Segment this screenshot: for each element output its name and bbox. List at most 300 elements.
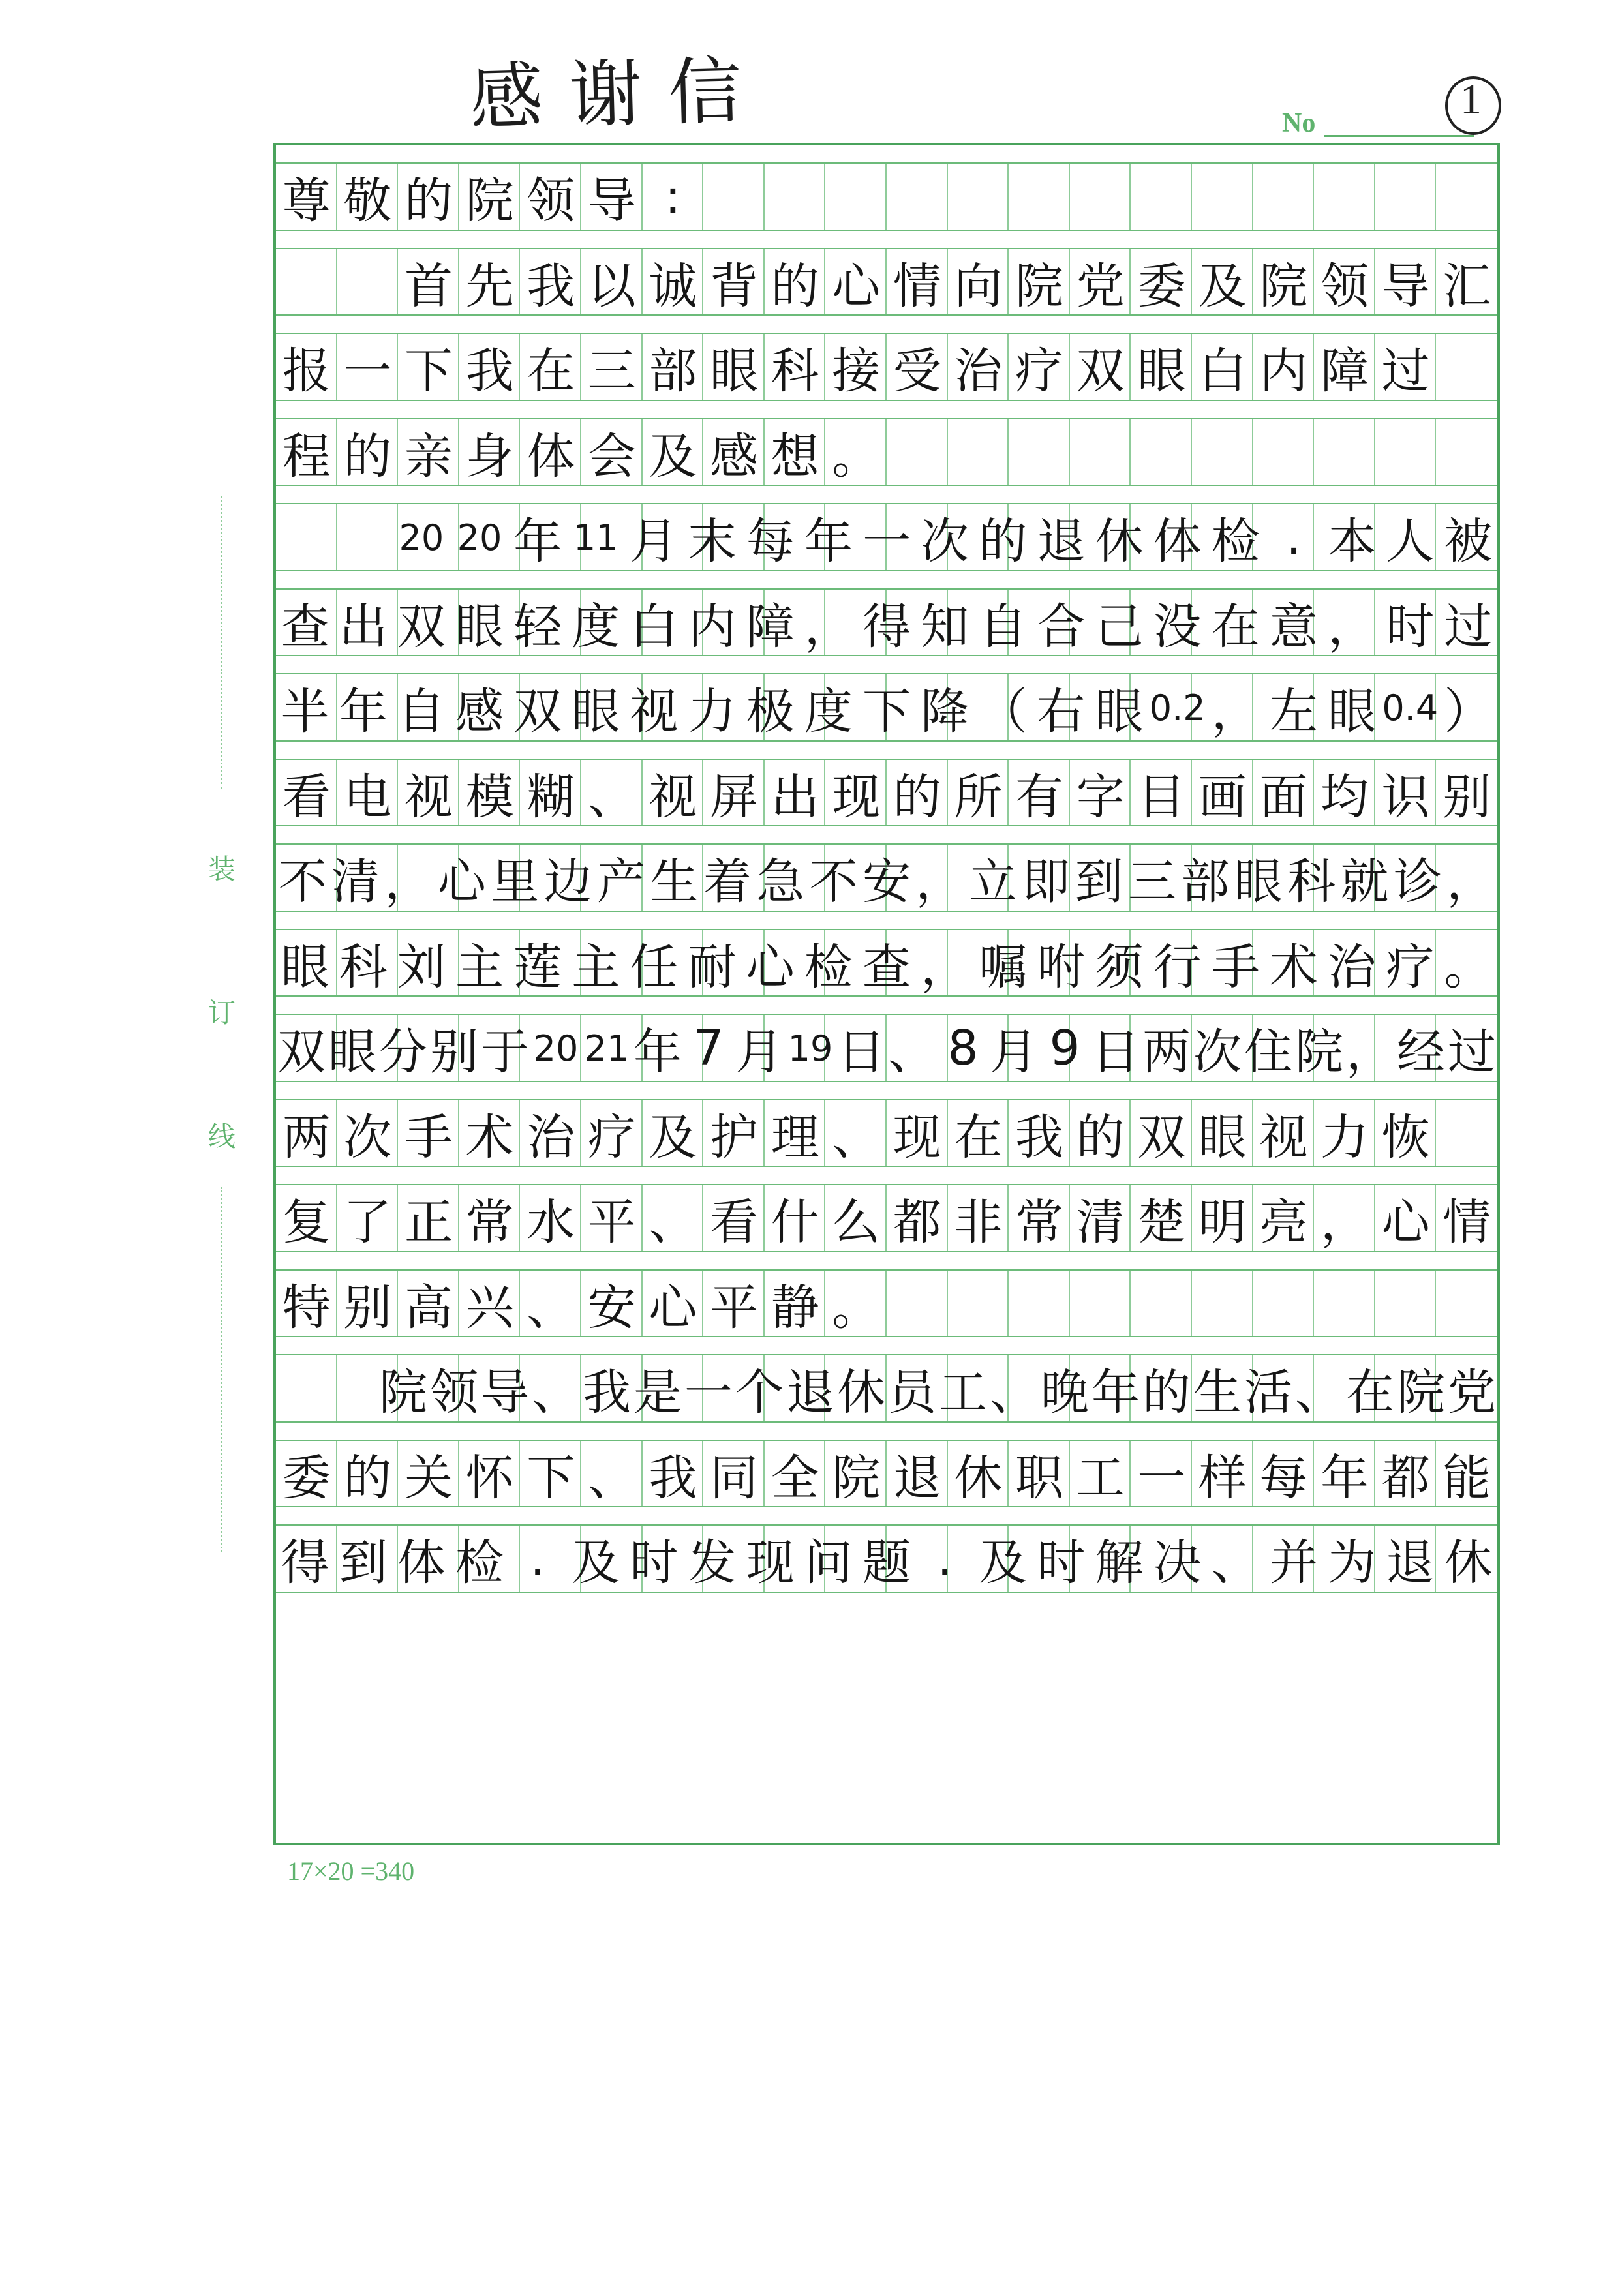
handwritten-char: 解 bbox=[1095, 1535, 1144, 1591]
handwritten-char: 诚 bbox=[649, 258, 697, 314]
handwritten-char: 活 bbox=[1244, 1365, 1292, 1421]
handwritten-char: 一 bbox=[343, 343, 392, 399]
handwritten-char: 力 bbox=[1320, 1109, 1369, 1166]
manuscript-row bbox=[276, 1167, 1497, 1252]
handwritten-char: 检 bbox=[804, 939, 853, 995]
handwritten-char: 眼 bbox=[1198, 1109, 1247, 1166]
handwritten-char: 并 bbox=[1269, 1535, 1318, 1591]
handwritten-char: 经 bbox=[1397, 1024, 1445, 1080]
handwritten-char: 次 bbox=[1193, 1024, 1242, 1080]
handwritten-char: 汇 bbox=[1442, 258, 1491, 314]
handwritten-char: 分 bbox=[379, 1024, 427, 1080]
handwritten-char: 样 bbox=[1198, 1449, 1247, 1506]
handwritten-char: 双 bbox=[397, 598, 446, 655]
handwritten-char: 查 bbox=[862, 939, 911, 995]
handwritten-char: 眼 bbox=[1095, 684, 1144, 740]
handwritten-char: 内 bbox=[688, 598, 737, 655]
handwritten-char: 自 bbox=[979, 598, 1028, 655]
handwritten-char: 身 bbox=[465, 428, 514, 485]
handwritten-char: 视 bbox=[630, 684, 679, 740]
handwritten-char: 知 bbox=[921, 598, 969, 655]
handwritten-char: 诊 bbox=[1393, 854, 1442, 910]
manuscript-row bbox=[276, 656, 1497, 742]
handwritten-char: 静 bbox=[771, 1279, 819, 1336]
handwritten-char: 别 bbox=[1442, 768, 1491, 825]
handwritten-char: 年 bbox=[1091, 1365, 1140, 1421]
handwritten-char: 兴 bbox=[465, 1279, 514, 1336]
handwritten-char: 为 bbox=[1328, 1535, 1377, 1591]
handwritten-char: 发 bbox=[688, 1535, 737, 1591]
handwritten-char: 得 bbox=[281, 1535, 329, 1591]
handwritten-char: 立 bbox=[968, 854, 1017, 910]
handwritten-char: ， bbox=[1346, 1024, 1394, 1080]
handwritten-char: 轻 bbox=[513, 598, 562, 655]
handwritten-char: 面 bbox=[1259, 768, 1308, 825]
handwritten-char: 度 bbox=[804, 684, 853, 740]
handwritten-char: 咐 bbox=[1037, 939, 1086, 995]
handwritten-char: 须 bbox=[1095, 939, 1144, 995]
handwritten-char: 自 bbox=[397, 684, 446, 740]
handwritten-char: 的 bbox=[343, 1449, 392, 1506]
handwritten-char: 想 bbox=[771, 428, 819, 485]
handwritten-char: 手 bbox=[1211, 939, 1260, 995]
handwritten-char: 我 bbox=[465, 343, 514, 399]
handwritten-char: 过 bbox=[1448, 1024, 1496, 1080]
handwritten-char: 目 bbox=[1137, 768, 1186, 825]
handwritten-char: 年 bbox=[633, 1024, 682, 1080]
handwritten-char: 体 bbox=[397, 1535, 446, 1591]
handwritten-char: 楚 bbox=[1137, 1194, 1186, 1250]
handwritten-char: 怀 bbox=[465, 1449, 514, 1506]
handwritten-char: ， bbox=[915, 854, 964, 910]
handwritten-char: 在 bbox=[1211, 598, 1260, 655]
handwritten-char: 决 bbox=[1153, 1535, 1202, 1591]
row-text bbox=[276, 1524, 1497, 1593]
handwritten-char: 院 bbox=[1015, 258, 1063, 314]
handwritten-char: 下 bbox=[404, 343, 453, 399]
binding-label-1: 装 bbox=[207, 853, 236, 885]
handwritten-char: 别 bbox=[343, 1279, 392, 1336]
handwritten-char: 心 bbox=[649, 1279, 697, 1336]
handwritten-char: ， bbox=[804, 598, 853, 655]
handwritten-char: 心 bbox=[832, 258, 881, 314]
handwritten-char: 双 bbox=[513, 684, 562, 740]
handwritten-char: 过 bbox=[1381, 343, 1430, 399]
handwritten-char: 先 bbox=[465, 258, 514, 314]
handwritten-char: 安 bbox=[862, 854, 911, 910]
handwritten-char: 力 bbox=[688, 684, 737, 740]
handwritten-char: 下 bbox=[527, 1449, 575, 1506]
handwritten-char: 次 bbox=[921, 513, 969, 569]
handwritten-char: 眼 bbox=[281, 939, 329, 995]
handwritten-char: 休 bbox=[1444, 1535, 1493, 1591]
handwritten-char: 术 bbox=[1269, 939, 1318, 995]
handwritten-char: 院 bbox=[465, 173, 514, 229]
handwritten-char: 月 bbox=[735, 1024, 784, 1080]
handwritten-char: 下 bbox=[862, 684, 911, 740]
handwritten-char: 接 bbox=[832, 343, 881, 399]
handwritten-char: 及 bbox=[979, 1535, 1028, 1591]
handwritten-char: 的 bbox=[343, 428, 392, 485]
handwritten-char: 三 bbox=[1127, 854, 1176, 910]
manuscript-row bbox=[276, 1082, 1497, 1168]
handwritten-char: 退 bbox=[1386, 1535, 1435, 1591]
handwritten-char: 晚 bbox=[1041, 1365, 1089, 1421]
handwritten-char: 导 bbox=[481, 1365, 529, 1421]
manuscript-row bbox=[276, 1423, 1497, 1508]
handwritten-char: 生 bbox=[1193, 1365, 1242, 1421]
handwritten-char: 一 bbox=[862, 513, 911, 569]
manuscript-row bbox=[276, 912, 1497, 997]
handwritten-char: 0.2 bbox=[1149, 687, 1206, 729]
handwritten-char: 白 bbox=[630, 598, 679, 655]
row-text bbox=[276, 248, 1497, 316]
handwritten-char: 领 bbox=[1320, 258, 1369, 314]
handwritten-char: 院 bbox=[1397, 1365, 1445, 1421]
handwritten-char: 检 bbox=[1211, 513, 1260, 569]
handwritten-char: 及 bbox=[1198, 258, 1247, 314]
handwritten-char: 一 bbox=[1137, 1449, 1186, 1506]
handwritten-char: 科 bbox=[771, 343, 819, 399]
handwritten-char: 所 bbox=[954, 768, 1003, 825]
handwritten-char: 院 bbox=[379, 1365, 427, 1421]
handwritten-char: 明 bbox=[1198, 1194, 1247, 1250]
handwritten-char: 过 bbox=[1444, 598, 1493, 655]
handwritten-char: 员 bbox=[888, 1365, 936, 1421]
handwritten-char: 两 bbox=[1142, 1024, 1191, 1080]
manuscript-rows bbox=[276, 145, 1497, 1593]
handwritten-char: 科 bbox=[339, 939, 388, 995]
handwritten-char: 委 bbox=[1137, 258, 1186, 314]
handwritten-char: 9 bbox=[1049, 1020, 1080, 1076]
handwritten-char: : bbox=[664, 169, 681, 225]
handwritten-char: 、 bbox=[990, 1365, 1038, 1421]
handwritten-char: 及 bbox=[572, 1535, 620, 1591]
handwritten-char bbox=[334, 503, 392, 572]
handwritten-char: 院 bbox=[832, 1449, 881, 1506]
handwritten-char: 被 bbox=[1444, 513, 1493, 569]
manuscript-row bbox=[276, 145, 1497, 231]
row-text bbox=[276, 333, 1497, 401]
handwritten-char: 出 bbox=[771, 768, 819, 825]
row-text bbox=[276, 503, 1497, 571]
handwritten-char: 时 bbox=[1037, 1535, 1086, 1591]
handwritten-char: 没 bbox=[1153, 598, 1202, 655]
handwritten-char: 心 bbox=[1381, 1194, 1430, 1250]
handwritten-char: 任 bbox=[630, 939, 679, 995]
handwritten-char: 么 bbox=[832, 1194, 881, 1250]
row-text bbox=[276, 418, 1497, 487]
handwritten-char: 度 bbox=[572, 598, 620, 655]
handwritten-char: 职 bbox=[1015, 1449, 1063, 1506]
handwritten-char: 21 bbox=[584, 1027, 630, 1069]
row-text bbox=[276, 1269, 1497, 1338]
handwritten-char: 我 bbox=[1015, 1109, 1063, 1166]
row-text bbox=[276, 1354, 1497, 1423]
handwritten-char: 刘 bbox=[397, 939, 446, 995]
handwritten-char: 急 bbox=[756, 854, 805, 910]
handwritten-char: 都 bbox=[1381, 1449, 1430, 1506]
handwritten-char: . bbox=[1286, 509, 1302, 566]
handwritten-char: 产 bbox=[597, 854, 646, 910]
handwritten-char: 部 bbox=[649, 343, 697, 399]
handwritten-char: 治 bbox=[1328, 939, 1377, 995]
handwritten-char: 党 bbox=[1076, 258, 1125, 314]
handwritten-char: 导 bbox=[1381, 258, 1430, 314]
handwritten-char: 恢 bbox=[1381, 1109, 1430, 1166]
handwritten-char: 、 bbox=[587, 768, 636, 825]
handwritten-char: 在 bbox=[1346, 1365, 1394, 1421]
grid-capacity-note: 17×20 =340 bbox=[287, 1856, 415, 1886]
handwritten-char: 眼 bbox=[1137, 343, 1186, 399]
handwritten-char: ， bbox=[921, 939, 969, 995]
handwritten-char: 年 bbox=[1320, 1449, 1369, 1506]
handwritten-char: 白 bbox=[1198, 343, 1247, 399]
handwritten-char: 手 bbox=[404, 1109, 453, 1166]
handwritten-char: 尊 bbox=[282, 173, 331, 229]
handwritten-char: 得 bbox=[862, 598, 911, 655]
handwritten-char: 糊 bbox=[527, 768, 575, 825]
handwritten-char: 特 bbox=[282, 1279, 331, 1336]
handwritten-char: 、 bbox=[1211, 1535, 1260, 1591]
handwritten-char: 的 bbox=[1076, 1109, 1125, 1166]
row-text bbox=[276, 929, 1497, 997]
handwritten-char: （ bbox=[979, 684, 1028, 740]
handwritten-char: 有 bbox=[1015, 768, 1063, 825]
handwritten-char: 着 bbox=[703, 854, 752, 910]
handwritten-char: 情 bbox=[1442, 1194, 1491, 1250]
row-text bbox=[276, 1184, 1497, 1252]
handwritten-char: 亮 bbox=[1259, 1194, 1308, 1250]
handwritten-char: 意 bbox=[1269, 598, 1318, 655]
handwritten-char: 、 bbox=[1295, 1365, 1343, 1421]
handwritten-char: 、 bbox=[527, 1279, 575, 1336]
handwritten-char: 不 bbox=[278, 854, 327, 910]
handwritten-char: 月 bbox=[990, 1024, 1038, 1080]
handwritten-char: 模 bbox=[465, 768, 514, 825]
handwritten-char: 清 bbox=[1076, 1194, 1125, 1250]
handwritten-char: 休 bbox=[837, 1365, 885, 1421]
handwritten-char: 本 bbox=[1328, 513, 1377, 569]
handwritten-char: 就 bbox=[1340, 854, 1389, 910]
row-text bbox=[276, 759, 1497, 827]
handwritten-char: 查 bbox=[281, 598, 329, 655]
handwritten-char: 休 bbox=[1095, 513, 1144, 569]
handwritten-char: 眼 bbox=[1328, 684, 1377, 740]
handwritten-char: 首 bbox=[404, 258, 453, 314]
handwritten-char: 眼 bbox=[1234, 854, 1283, 910]
handwritten-char: 合 bbox=[1037, 598, 1086, 655]
handwritten-char: 11 bbox=[573, 517, 618, 558]
handwritten-char: 常 bbox=[465, 1194, 514, 1250]
handwritten-char bbox=[276, 503, 334, 572]
handwritten-char: 心 bbox=[437, 854, 486, 910]
handwritten-char: 。 bbox=[1444, 939, 1493, 995]
handwritten-char: 识 bbox=[1381, 768, 1430, 825]
handwritten-char: 了 bbox=[343, 1194, 392, 1250]
handwritten-char: 工 bbox=[1076, 1449, 1125, 1506]
handwritten-char: . bbox=[937, 1531, 953, 1587]
handwritten-char: 一 bbox=[684, 1365, 733, 1421]
manuscript-row bbox=[276, 1337, 1497, 1423]
handwritten-char: 术 bbox=[465, 1109, 514, 1166]
handwritten-char: 退 bbox=[1037, 513, 1086, 569]
handwritten-char: 以 bbox=[587, 258, 636, 314]
handwritten-char: 正 bbox=[404, 1194, 453, 1250]
handwritten-char: 时 bbox=[1386, 598, 1435, 655]
handwritten-char: 、 bbox=[832, 1109, 881, 1166]
handwritten-char: 次 bbox=[343, 1109, 392, 1166]
handwritten-char: 领 bbox=[527, 173, 575, 229]
manuscript-row bbox=[276, 316, 1497, 401]
handwritten-char: 向 bbox=[954, 258, 1003, 314]
handwritten-char: 内 bbox=[1259, 343, 1308, 399]
handwritten-char: 治 bbox=[527, 1109, 575, 1166]
handwritten-char: 平 bbox=[587, 1194, 636, 1250]
handwritten-char: ， bbox=[1446, 854, 1495, 910]
binding-label-3: 线 bbox=[207, 1121, 236, 1153]
handwritten-char: 体 bbox=[527, 428, 575, 485]
handwritten-char: 理 bbox=[771, 1109, 819, 1166]
row-text bbox=[276, 843, 1497, 912]
handwritten-char: 出 bbox=[339, 598, 388, 655]
handwritten-char: 嘱 bbox=[979, 939, 1028, 995]
handwritten-char: 非 bbox=[954, 1194, 1003, 1250]
handwritten-char: 视 bbox=[1259, 1109, 1308, 1166]
handwritten-char: 治 bbox=[954, 343, 1003, 399]
handwritten-char: . bbox=[530, 1531, 545, 1587]
handwritten-char: 感 bbox=[455, 684, 504, 740]
handwritten-char: 三 bbox=[587, 343, 636, 399]
handwritten-char: 检 bbox=[455, 1535, 504, 1591]
handwritten-char: 及 bbox=[649, 428, 697, 485]
handwritten-char: 电 bbox=[343, 768, 392, 825]
handwritten-char: 、 bbox=[587, 1449, 636, 1506]
handwritten-char: 我 bbox=[583, 1365, 631, 1421]
handwritten-char: 耐 bbox=[688, 939, 737, 995]
handwritten-char: 情 bbox=[893, 258, 941, 314]
manuscript-row bbox=[276, 1252, 1497, 1338]
handwritten-char: 程 bbox=[282, 428, 331, 485]
handwritten-char: 0.4 bbox=[1382, 687, 1439, 729]
handwritten-char: 画 bbox=[1198, 768, 1247, 825]
handwritten-char: 护 bbox=[709, 1109, 758, 1166]
handwritten-char: 年 bbox=[804, 513, 853, 569]
handwritten-char: 眼 bbox=[328, 1024, 376, 1080]
handwritten-char: 疗 bbox=[587, 1109, 636, 1166]
handwritten-char: 高 bbox=[404, 1279, 453, 1336]
handwritten-char: 右 bbox=[1037, 684, 1086, 740]
handwritten-char: ， bbox=[1211, 684, 1260, 740]
handwritten-char: 院 bbox=[1259, 258, 1308, 314]
handwritten-char bbox=[276, 1354, 327, 1423]
handwritten-char: 敬 bbox=[343, 173, 392, 229]
handwritten-char: 水 bbox=[527, 1194, 575, 1250]
handwritten-char: 及 bbox=[649, 1109, 697, 1166]
row-text bbox=[276, 162, 1497, 231]
handwritten-char bbox=[327, 1354, 378, 1423]
handwritten-char: 导 bbox=[587, 173, 636, 229]
handwritten-char: 会 bbox=[587, 428, 636, 485]
handwritten-char: 关 bbox=[404, 1449, 453, 1506]
handwritten-char: 同 bbox=[709, 1449, 758, 1506]
handwritten-char: 半 bbox=[281, 684, 329, 740]
binding-dotted-line-top bbox=[221, 496, 222, 789]
handwritten-char: 都 bbox=[893, 1194, 941, 1250]
handwritten-char: 视 bbox=[404, 768, 453, 825]
manuscript-row bbox=[276, 486, 1497, 571]
handwritten-char: ） bbox=[1444, 684, 1493, 740]
handwritten-char: 常 bbox=[1015, 1194, 1063, 1250]
handwritten-char: 8 bbox=[947, 1020, 979, 1076]
handwritten-char: 障 bbox=[1320, 343, 1369, 399]
handwritten-char: 月 bbox=[630, 513, 679, 569]
handwritten-char: 全 bbox=[771, 1449, 819, 1506]
handwritten-char: 现 bbox=[746, 1535, 795, 1591]
handwritten-char: 极 bbox=[746, 684, 795, 740]
handwritten-char: 题 bbox=[862, 1535, 911, 1591]
handwritten-char: 在 bbox=[954, 1109, 1003, 1166]
handwritten-char: 日 bbox=[837, 1024, 885, 1080]
handwritten-char: 工 bbox=[939, 1365, 987, 1421]
letter-title: 感谢信 bbox=[468, 48, 769, 141]
handwritten-char: 休 bbox=[954, 1449, 1003, 1506]
handwritten-char: 什 bbox=[771, 1194, 819, 1250]
handwritten-char: 退 bbox=[786, 1365, 834, 1421]
handwritten-char: 能 bbox=[1442, 1449, 1491, 1506]
handwritten-char: 疗 bbox=[1015, 343, 1063, 399]
handwritten-char: 边 bbox=[543, 854, 592, 910]
handwritten-char: 亲 bbox=[404, 428, 453, 485]
handwritten-char: 眼 bbox=[572, 684, 620, 740]
handwritten-char: 20 bbox=[533, 1027, 579, 1069]
handwritten-char: 我 bbox=[649, 1449, 697, 1506]
handwritten-char: 。 bbox=[832, 428, 881, 485]
handwritten-char: 20 bbox=[399, 517, 444, 558]
handwritten-char: 现 bbox=[893, 1109, 941, 1166]
handwritten-char: 个 bbox=[735, 1365, 784, 1421]
handwritten-char: 眼 bbox=[455, 598, 504, 655]
handwritten-char: 字 bbox=[1076, 768, 1125, 825]
handwritten-char: 我 bbox=[527, 258, 575, 314]
page-number-value: 1 bbox=[1460, 76, 1482, 123]
handwritten-char: 别 bbox=[430, 1024, 478, 1080]
handwritten-char: 感 bbox=[709, 428, 758, 485]
handwritten-char: 双 bbox=[277, 1024, 326, 1080]
page-number-underline bbox=[1324, 135, 1474, 137]
manuscript-row bbox=[276, 231, 1497, 316]
handwritten-char: 、 bbox=[649, 1194, 697, 1250]
binding-dotted-line-bottom bbox=[221, 1187, 222, 1552]
handwritten-char: 每 bbox=[746, 513, 795, 569]
handwritten-char: 的 bbox=[771, 258, 819, 314]
handwritten-char: 到 bbox=[339, 1535, 388, 1591]
handwritten-char: 降 bbox=[921, 684, 969, 740]
handwritten-char: 里 bbox=[491, 854, 540, 910]
handwritten-char: 19 bbox=[787, 1027, 833, 1069]
handwritten-char: 背 bbox=[709, 258, 758, 314]
handwritten-char: 问 bbox=[804, 1535, 853, 1591]
handwritten-char: 20 bbox=[457, 517, 502, 558]
handwritten-char: 年 bbox=[513, 513, 562, 569]
handwritten-char: ， bbox=[1328, 598, 1377, 655]
handwritten-char bbox=[276, 248, 337, 317]
manuscript-row bbox=[276, 742, 1497, 827]
handwritten-char: 的 bbox=[1142, 1365, 1191, 1421]
handwritten-char: 。 bbox=[832, 1279, 881, 1336]
handwritten-char: 平 bbox=[709, 1279, 758, 1336]
handwritten-char: 年 bbox=[339, 684, 388, 740]
